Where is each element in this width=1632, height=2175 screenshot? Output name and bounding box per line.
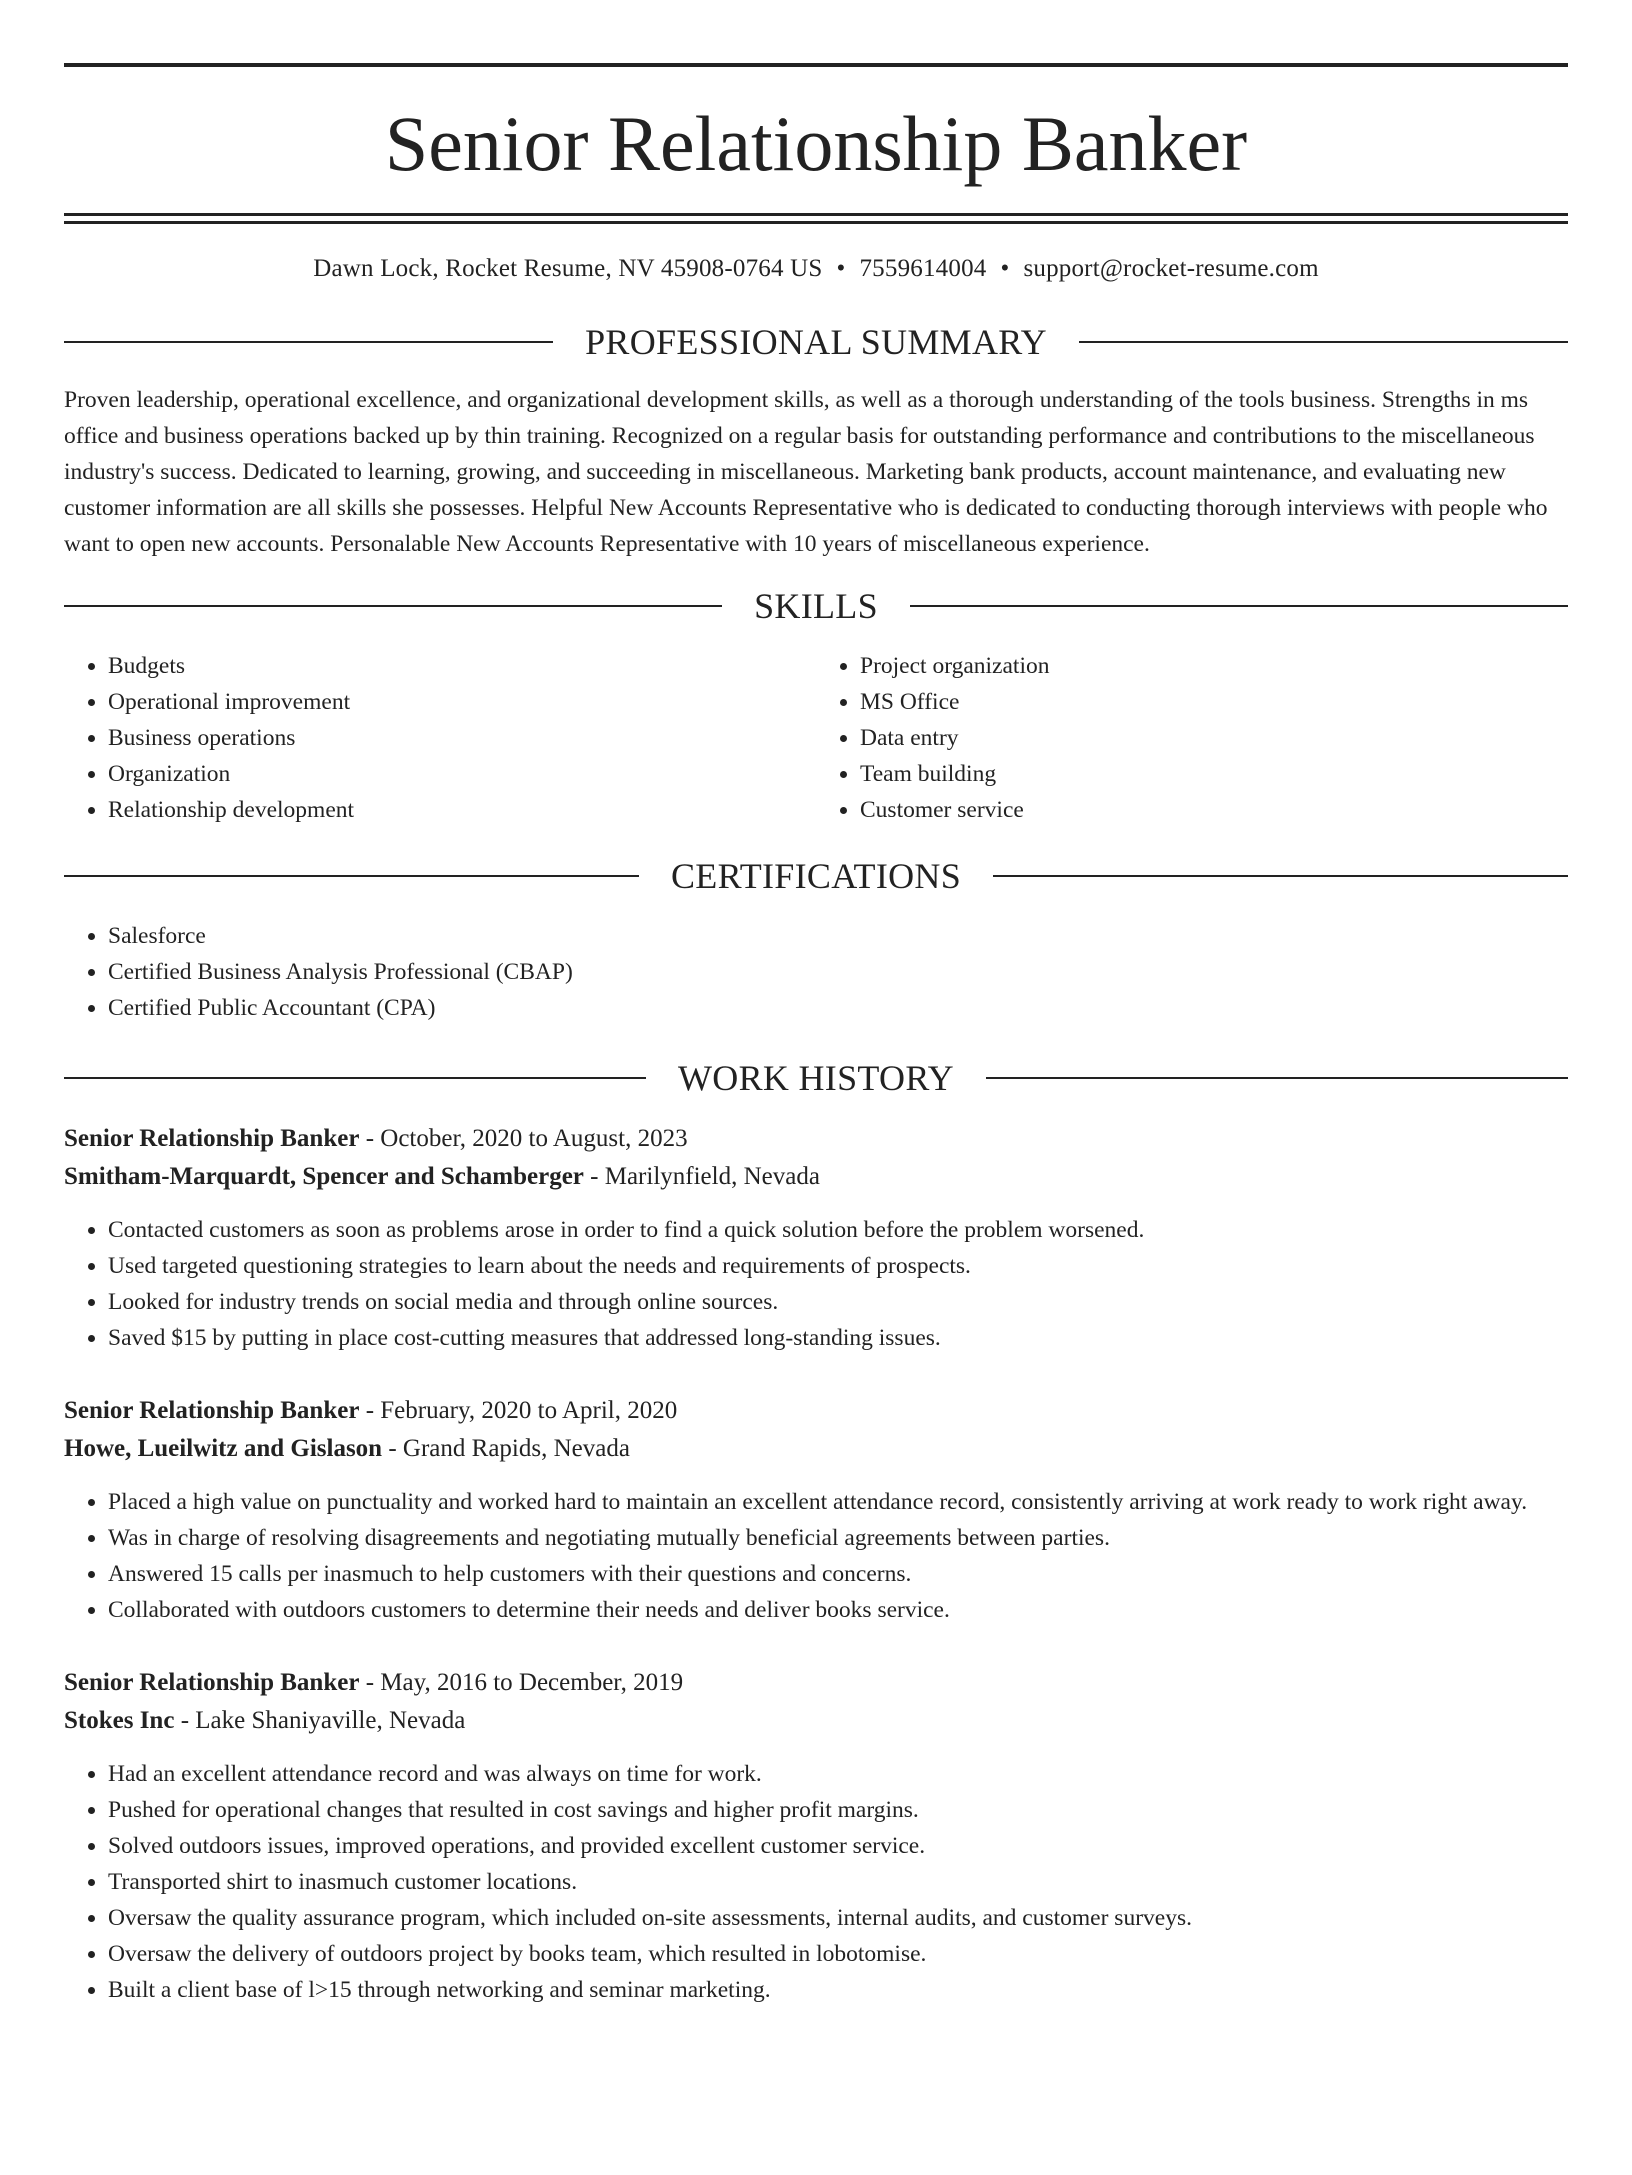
job-title: Senior Relationship Banker — [64, 1397, 360, 1424]
divider-line — [64, 875, 639, 877]
job-bullet: • Oversaw the quality assurance program, which included on-site assessments, internal audits, and customer surveys. — [108, 1900, 1568, 1936]
divider-line — [910, 605, 1568, 607]
contact-phone: 7559614004 — [859, 255, 987, 282]
certifications-heading-label: CERTIFICATIONS — [670, 856, 962, 896]
job-company-line — [64, 1702, 1568, 1740]
job-title-line — [64, 1392, 1568, 1430]
job-title: Senior Relationship Banker — [64, 1125, 360, 1152]
skill-item: • Budgets — [108, 648, 816, 684]
divider-line — [64, 341, 553, 343]
top-rule — [64, 63, 1568, 67]
job-bullet: • Collaborated with outdoors customers to determine their needs and deliver books service. — [108, 1592, 1568, 1628]
skills-grid — [64, 648, 1568, 828]
job-company-line — [64, 1430, 1568, 1468]
job-dates: - May, 2016 to December, 2019 — [359, 1669, 684, 1696]
summary-text: Proven leadership, operational excellence, and organizational development skills, as well as a thorough understanding of the tools business. Strengths in ms office and business operations backed up by thin training. Recognized on a regular basis for outstanding performance and contributions to the miscellaneous industry's success. Dedicated to learning, growing, and succeeding in miscellaneous. Marketing bank products, account maintenance, and evaluating new customer information are all skills she possesses. Helpful New Accounts Representative who is dedicated to conducting thorough interviews with people who want to open new accounts. Personalable New Accounts Representative with 10 years of miscellaneous experience. — [64, 387, 1548, 557]
job-bullet: • Looked for industry trends on social media and through online sources. — [108, 1284, 1568, 1320]
skill-item: • Relationship development — [108, 792, 816, 828]
job-company: Stokes Inc — [64, 1707, 175, 1734]
job-bullet: • Solved outdoors issues, improved operations, and provided excellent customer service. — [108, 1828, 1568, 1864]
job-entry — [64, 1392, 1568, 1628]
skill-item: • Data entry — [860, 720, 1568, 756]
job-bullet: • Transported shirt to inasmuch customer locations. — [108, 1864, 1568, 1900]
job-bullet: • Was in charge of resolving disagreements and negotiating mutually beneficial agreements between parties. — [108, 1520, 1568, 1556]
contact-line — [64, 254, 1568, 284]
divider-line — [986, 1077, 1568, 1079]
divider-line — [64, 605, 722, 607]
divider-line — [993, 875, 1568, 877]
skill-item: • Project organization — [860, 648, 1568, 684]
job-dates: - February, 2020 to April, 2020 — [359, 1397, 678, 1424]
job-bullet: • Answered 15 calls per inasmuch to help customers with their questions and concerns. — [108, 1556, 1568, 1592]
job-bullet: • Pushed for operational changes that resulted in cost savings and higher profit margins. — [108, 1792, 1568, 1828]
summary-heading-label: PROFESSIONAL SUMMARY — [585, 322, 1047, 362]
job-title-line — [64, 1664, 1568, 1702]
divider-line — [64, 1077, 646, 1079]
job-bullet: • Oversaw the delivery of outdoors project by books team, which resulted in lobotomise. — [108, 1936, 1568, 1972]
job-company: Howe, Lueilwitz and Gislason — [64, 1435, 383, 1462]
job-company: Smitham-Marquardt, Spencer and Schamberger — [64, 1163, 584, 1190]
job-location: - Marilynfield, Nevada — [583, 1163, 820, 1190]
skill-item: • MS Office — [860, 684, 1568, 720]
job-bullet: • Contacted customers as soon as problems arose in order to find a quick solution before the problem worsened. — [108, 1212, 1568, 1248]
skill-item: • Business operations — [108, 720, 816, 756]
contact-separator: • — [1000, 255, 1010, 282]
certifications-heading — [64, 858, 1568, 894]
certification-item: • Certified Business Analysis Professional (CBAP) — [108, 954, 1568, 990]
job-bullet: • Placed a high value on punctuality and worked hard to maintain an excellent attendance record, consistently arriving at work ready to work right away. — [108, 1484, 1568, 1520]
job-bullet: • Built a client base of l>15 through networking and seminar marketing. — [108, 1972, 1568, 2008]
skills-heading-label: SKILLS — [754, 586, 878, 626]
job-bullets — [64, 1484, 1568, 1628]
skill-item: • Organization — [108, 756, 816, 792]
certification-item: • Certified Public Accountant (CPA) — [108, 990, 1568, 1026]
skill-item: • Customer service — [860, 792, 1568, 828]
job-location: - Lake Shaniyaville, Nevada — [174, 1707, 466, 1734]
contact-address: Dawn Lock, Rocket Resume, NV 45908-0764 US — [313, 255, 823, 282]
resume-page — [0, 63, 1632, 2175]
skills-heading — [64, 588, 1568, 624]
job-dates: - October, 2020 to August, 2023 — [359, 1125, 688, 1152]
job-entry — [64, 1664, 1568, 2008]
work-history-heading-label: WORK HISTORY — [678, 1058, 954, 1098]
job-bullets — [64, 1212, 1568, 1356]
job-bullet: • Used targeted questioning strategies to learn about the needs and requirements of prospects. — [108, 1248, 1568, 1284]
title-double-rule — [64, 213, 1568, 224]
job-company-line — [64, 1158, 1568, 1196]
job-bullet: • Saved $15 by putting in place cost-cutting measures that addressed long-standing issues. — [108, 1320, 1568, 1356]
summary-heading — [64, 324, 1568, 360]
skills-list-right — [816, 648, 1568, 828]
skill-item: • Operational improvement — [108, 684, 816, 720]
job-title-line — [64, 1120, 1568, 1158]
job-title: Senior Relationship Banker — [64, 1669, 360, 1696]
resume-title: Senior Relationship Banker — [384, 100, 1248, 187]
job-entry — [64, 1120, 1568, 1356]
contact-email: support@rocket-resume.com — [1023, 255, 1319, 282]
certifications-list — [64, 918, 1568, 1026]
job-bullets — [64, 1756, 1568, 2008]
divider-line — [1079, 341, 1568, 343]
job-location: - Grand Rapids, Nevada — [382, 1435, 630, 1462]
contact-separator: • — [836, 255, 846, 282]
job-bullet: • Had an excellent attendance record and was always on time for work. — [108, 1756, 1568, 1792]
skills-list-left — [64, 648, 816, 828]
certification-item: • Salesforce — [108, 918, 1568, 954]
skill-item: • Team building — [860, 756, 1568, 792]
work-history-heading — [64, 1060, 1568, 1096]
